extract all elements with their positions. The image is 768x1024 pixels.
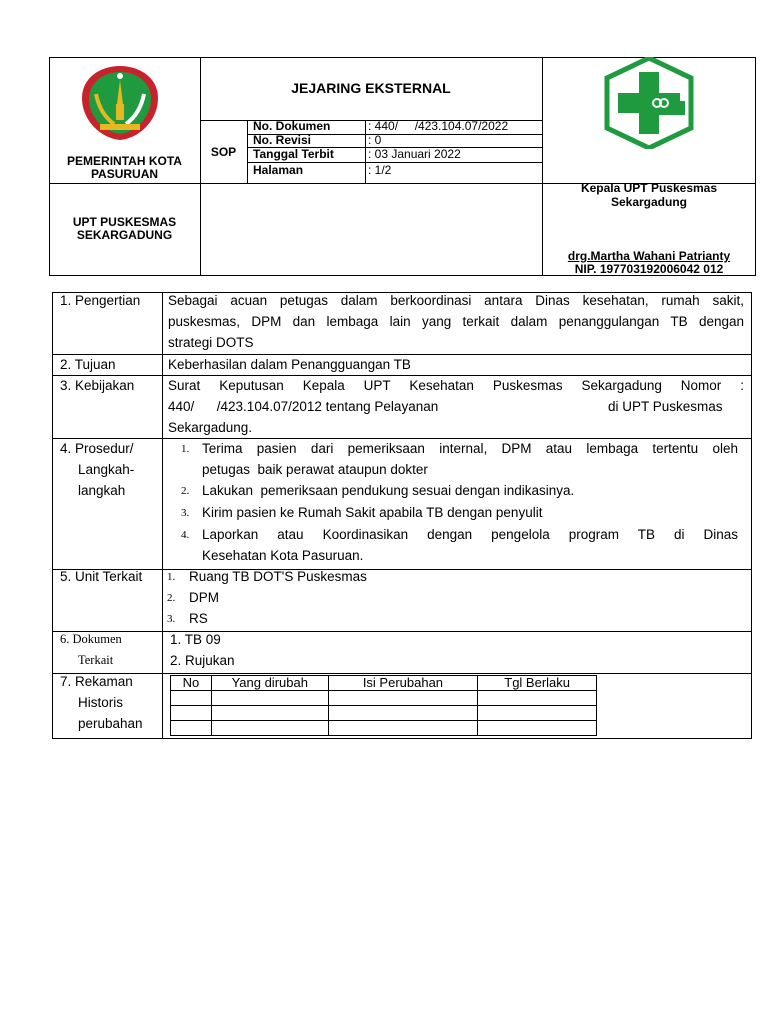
- section-label-rekaman: Historis: [78, 695, 124, 710]
- dokumen-item: 1. TB 09: [170, 632, 221, 647]
- section-label-pengertian: 1. Pengertian: [60, 293, 141, 308]
- table-row: [171, 691, 597, 706]
- table-row: [171, 706, 597, 721]
- sop-label: SOP: [210, 145, 237, 159]
- step-number: 1.: [181, 443, 190, 455]
- meta-value: : 0: [368, 133, 382, 147]
- meta-row-tanggal-terbit: [247, 148, 542, 162]
- puskesmas-logo: [603, 57, 695, 149]
- revision-history-table: [170, 675, 597, 736]
- step-text: petugas baik perawat ataupun dokter: [202, 462, 428, 477]
- section-label-rekaman: perubahan: [78, 716, 143, 731]
- table-header-row: [171, 676, 597, 691]
- pengertian-line: Sebagai acuan petugas dalam berkoordinasi antara Dinas kesehatan, rumah sakit,: [168, 293, 744, 308]
- meta-value: : 03 Januari 2022: [368, 146, 461, 161]
- signatory-name: drg.Martha Wahani Patrianty: [567, 249, 731, 263]
- table-cell: [328, 706, 478, 721]
- section-label-rekaman: 7. Rekaman: [60, 674, 133, 689]
- meta-row-no-revisi: [247, 134, 542, 148]
- section-label-prosedur: langkah: [78, 483, 126, 498]
- pengertian-line: puskesmas, DPM dan lembaga lain yang terkait dalam penanggulangan TB dengan: [168, 314, 744, 329]
- meta-row-halaman: [247, 164, 542, 178]
- meta-value: : 440/ /423.104.07/2022: [368, 119, 509, 133]
- step-text: Kirim pasien ke Rumah Sakit apabila TB dengan penyulit: [202, 505, 543, 520]
- section-label-dokumen: 6. Dokumen: [60, 632, 122, 646]
- table-cell: [478, 691, 597, 706]
- document-title: JEJARING EKSTERNAL: [291, 80, 451, 96]
- step-number: 3.: [181, 507, 190, 519]
- section-label-kebijakan: 3. Kebijakan: [60, 378, 135, 393]
- unit-item: RS: [189, 611, 208, 626]
- meta-row-no-dokumen: [247, 120, 542, 134]
- kebijakan-line: 440/ /423.104.07/2012 tentang Pelayanan: [168, 399, 439, 414]
- table-cell: [211, 721, 328, 736]
- body-divider: [52, 673, 752, 674]
- tujuan-text: Keberhasilan dalam Penangguangan TB: [168, 357, 411, 372]
- pasuruan-crest-logo: [78, 64, 162, 142]
- unit-number: 3.: [167, 613, 176, 625]
- table-cell: [171, 721, 212, 736]
- meta-key: No. Dokumen: [253, 119, 331, 133]
- column-header: Isi Perubahan: [328, 676, 478, 691]
- left-org-name: PEMERINTAH KOTA PASURUAN: [67, 154, 182, 181]
- right-title: Kepala UPT Puskesmas Sekargadung: [580, 181, 718, 209]
- table-cell: [171, 706, 212, 721]
- unit-number: 2.: [167, 592, 176, 604]
- dokumen-item: 2. Rujukan: [170, 653, 235, 668]
- table-cell: [478, 721, 597, 736]
- table-row: [171, 721, 597, 736]
- kebijakan-line: Sekargadung.: [168, 420, 253, 435]
- table-cell: [328, 721, 478, 736]
- column-header: Yang dirubah: [211, 676, 328, 691]
- step-number: 2.: [181, 485, 190, 497]
- column-header: No: [171, 676, 212, 691]
- meta-key: Tanggal Terbit: [253, 146, 334, 161]
- table-cell: [171, 691, 212, 706]
- unit-item: Ruang TB DOT'S Puskesmas: [189, 569, 367, 584]
- header-divider: [542, 57, 543, 276]
- section-label-prosedur: 4. Prosedur/: [60, 441, 134, 456]
- table-cell: [478, 706, 597, 721]
- kebijakan-line: di UPT Puskesmas: [608, 399, 723, 414]
- step-text: Kesehatan Kota Pasuruan.: [202, 548, 364, 563]
- step-number: 4.: [181, 529, 190, 541]
- pengertian-line: strategi DOTS: [168, 335, 254, 350]
- unit-item: DPM: [189, 590, 219, 605]
- meta-key: Halaman: [253, 163, 304, 177]
- table-cell: [211, 706, 328, 721]
- section-label-tujuan: 2. Tujuan: [60, 357, 116, 372]
- section-label-prosedur: Langkah-: [78, 462, 135, 477]
- meta-key: No. Revisi: [253, 133, 312, 147]
- signatory-nip: NIP. 197703192006042 012: [574, 262, 724, 276]
- meta-value: : 1/2: [368, 163, 392, 177]
- section-label-dokumen: Terkait: [78, 653, 114, 667]
- step-text: Lakukan pemeriksaan pendukung sesuai dengan indikasinya.: [202, 483, 575, 498]
- body-divider: [52, 569, 752, 570]
- column-header: Tgl Berlaku: [478, 676, 597, 691]
- left-unit-name: UPT PUSKESMAS SEKARGADUNG: [72, 215, 177, 242]
- kebijakan-line: Surat Keputusan Kepala UPT Kesehatan Puskesmas Sekargadung Nomor :: [168, 378, 744, 393]
- table-cell: [211, 691, 328, 706]
- unit-number: 1.: [167, 571, 176, 583]
- section-label-unit-terkait: 5. Unit Terkait: [60, 569, 143, 584]
- table-cell: [328, 691, 478, 706]
- step-text: Terima pasien dari pemeriksaan internal, DPM atau lembaga tertentu oleh: [202, 441, 738, 456]
- step-text: Laporkan atau Koordinasikan dengan pengelola program TB di Dinas: [202, 527, 738, 542]
- body-divider: [162, 292, 163, 739]
